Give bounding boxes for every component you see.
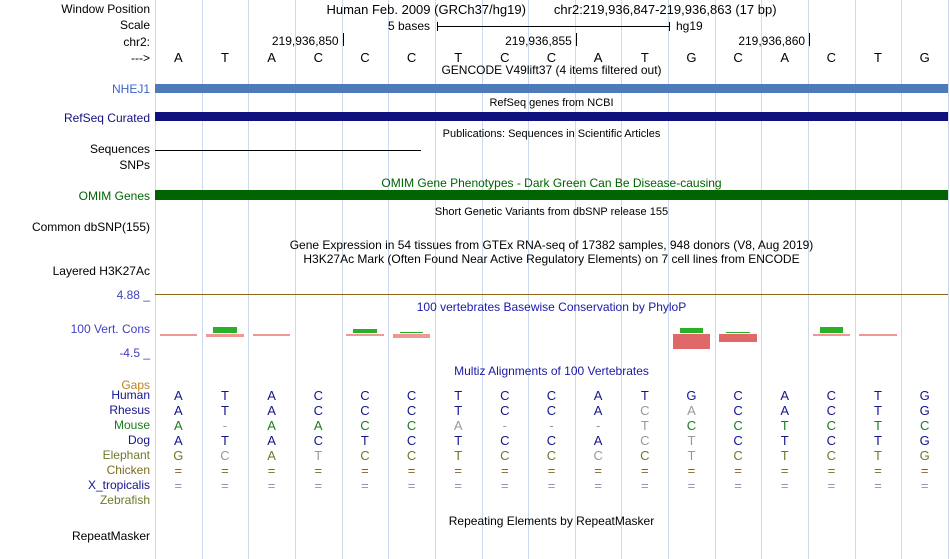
publications-track-title: Publications: Sequences in Scientific Articles bbox=[442, 128, 661, 140]
scale-bar-line bbox=[438, 26, 669, 27]
dbsnp-track-title: Short Genetic Variants from dbSNP release 155 bbox=[434, 206, 669, 218]
track-label-layered-h3k27ac[interactable]: Layered H3K27Ac bbox=[52, 264, 150, 278]
alignment-base: C bbox=[406, 403, 417, 418]
alignment-base: C bbox=[826, 403, 837, 418]
base-letter: T bbox=[874, 50, 882, 65]
alignment-base: T bbox=[874, 433, 882, 448]
alignment-base: = bbox=[267, 478, 276, 493]
alignment-base: T bbox=[314, 448, 323, 463]
repeatmasker-track-title: Repeating Elements by RepeatMasker bbox=[448, 514, 655, 528]
coordinate-tick bbox=[343, 33, 344, 46]
alignment-base: = bbox=[734, 478, 742, 493]
base-letter: G bbox=[919, 50, 930, 65]
coordinate-tick-label: 219,936,860 bbox=[738, 34, 806, 48]
alignment-base: = bbox=[734, 463, 742, 478]
alignment-base: = bbox=[687, 463, 696, 478]
conservation-bar-positive bbox=[400, 332, 423, 333]
alignment-base: = bbox=[501, 463, 509, 478]
base-letter: G bbox=[686, 50, 697, 65]
track-label-omim-genes[interactable]: OMIM Genes bbox=[78, 189, 150, 203]
alignment-base: = bbox=[361, 478, 369, 493]
species-label-chicken[interactable]: Chicken bbox=[106, 463, 150, 477]
alignment-base: A bbox=[593, 433, 603, 448]
alignment-base: A bbox=[593, 403, 603, 418]
alignment-base: C bbox=[500, 448, 510, 463]
alignment-base: C bbox=[686, 418, 697, 433]
alignment-base: T bbox=[874, 448, 882, 463]
base-letter: A bbox=[593, 50, 603, 65]
alignment-base: = bbox=[501, 478, 509, 493]
species-label-rhesus[interactable]: Rhesus bbox=[109, 403, 150, 417]
alignment-base: G bbox=[173, 448, 184, 463]
alignment-base: C bbox=[500, 388, 510, 403]
alignment-base: T bbox=[454, 433, 463, 448]
chrom-label: chr2: bbox=[123, 35, 150, 49]
alignment-base: G bbox=[919, 388, 930, 403]
alignment-base: C bbox=[733, 448, 743, 463]
alignment-base: A bbox=[267, 418, 276, 433]
alignment-base: C bbox=[546, 448, 557, 463]
alignment-base: = bbox=[454, 463, 462, 478]
alignment-base: C bbox=[360, 448, 370, 463]
scale-bar bbox=[437, 22, 670, 31]
alignment-base: T bbox=[640, 418, 649, 433]
alignment-base: T bbox=[687, 448, 696, 463]
alignment-base: C bbox=[406, 418, 417, 433]
alignment-base: T bbox=[454, 388, 463, 403]
alignment-base: = bbox=[874, 478, 882, 493]
alignment-base: C bbox=[360, 403, 370, 418]
alignment-base: = bbox=[314, 463, 323, 478]
alignment-base: = bbox=[687, 478, 696, 493]
assembly-label: hg19 bbox=[676, 19, 703, 33]
alignment-base: T bbox=[780, 418, 789, 433]
alignment-base: C bbox=[826, 433, 837, 448]
coordinate-tick bbox=[576, 33, 577, 46]
track-label-gaps[interactable]: Gaps bbox=[121, 378, 150, 392]
h3k27ac-baseline bbox=[155, 294, 948, 295]
range-title: chr2:219,936,847-219,936,863 (17 bp) bbox=[553, 2, 777, 17]
base-letter: C bbox=[406, 50, 417, 65]
base-letter: T bbox=[640, 50, 649, 65]
conservation-bar-negative bbox=[673, 334, 710, 349]
alignment-base: - bbox=[549, 418, 554, 433]
h3k27ac-track-title: H3K27Ac Mark (Often Found Near Active Regulatory Elements) on 7 cell lines from ENCODE bbox=[303, 252, 800, 266]
alignment-base: = bbox=[780, 478, 789, 493]
alignment-base: = bbox=[920, 463, 929, 478]
alignment-base: C bbox=[919, 418, 930, 433]
alignment-base: T bbox=[454, 448, 463, 463]
alignment-base: A bbox=[780, 403, 790, 418]
sequences-item-line[interactable] bbox=[155, 150, 421, 151]
conservation-bar-positive bbox=[353, 329, 376, 333]
species-label-x_tropicalis[interactable]: X_tropicalis bbox=[87, 478, 150, 492]
alignment-base: A bbox=[267, 448, 276, 463]
alignment-base: = bbox=[267, 463, 276, 478]
conservation-bar-negative bbox=[160, 334, 197, 336]
alignment-base: C bbox=[640, 433, 650, 448]
alignment-base: = bbox=[361, 463, 369, 478]
base-letter: C bbox=[733, 50, 743, 65]
species-label-zebrafish[interactable]: Zebrafish bbox=[99, 493, 150, 507]
alignment-base: T bbox=[874, 418, 882, 433]
conservation-bar-negative bbox=[859, 334, 896, 336]
alignment-base: C bbox=[406, 388, 417, 403]
gene-item-refseq-curated[interactable] bbox=[155, 112, 948, 121]
alignment-base: C bbox=[313, 403, 323, 418]
alignment-base: T bbox=[220, 433, 229, 448]
omim-gene-item[interactable] bbox=[155, 190, 948, 200]
alignment-base: C bbox=[406, 433, 417, 448]
phylop-min-label: -4.5 _ bbox=[119, 346, 150, 360]
alignment-base: = bbox=[174, 463, 183, 478]
alignment-base: C bbox=[733, 418, 743, 433]
species-label-mouse[interactable]: Mouse bbox=[113, 418, 150, 432]
alignment-base: A bbox=[267, 433, 276, 448]
alignment-base: - bbox=[502, 418, 507, 433]
alignment-base: C bbox=[733, 388, 743, 403]
alignment-base: T bbox=[454, 403, 463, 418]
alignment-base: C bbox=[220, 448, 230, 463]
alignment-base: = bbox=[827, 478, 836, 493]
alignment-base: C bbox=[406, 448, 417, 463]
alignment-base: A bbox=[453, 418, 463, 433]
base-letter: C bbox=[313, 50, 323, 65]
multiz-track-title: Multiz Alignments of 100 Vertebrates bbox=[454, 364, 649, 378]
alignment-base: C bbox=[360, 418, 370, 433]
alignment-base: C bbox=[640, 448, 650, 463]
alignment-base: C bbox=[500, 433, 510, 448]
alignment-base: C bbox=[313, 433, 323, 448]
alignment-base: = bbox=[547, 463, 556, 478]
alignment-base: C bbox=[826, 418, 837, 433]
track-label-refseq-curated[interactable]: RefSeq Curated bbox=[63, 111, 150, 125]
alignment-base: A bbox=[173, 433, 183, 448]
conservation-bar-negative bbox=[253, 334, 290, 336]
base-letter: C bbox=[500, 50, 510, 65]
window-position-title bbox=[155, 2, 948, 17]
alignment-base: = bbox=[547, 478, 556, 493]
scale-value: 5 bases bbox=[387, 19, 430, 33]
track-label-common-dbsnp[interactable]: Common dbSNP(155) bbox=[31, 220, 150, 234]
alignment-base: A bbox=[780, 388, 790, 403]
alignment-base: = bbox=[780, 463, 789, 478]
alignment-base: A bbox=[313, 418, 323, 433]
alignment-base: C bbox=[733, 403, 743, 418]
species-label-elephant[interactable]: Elephant bbox=[102, 448, 150, 462]
species-label-dog[interactable]: Dog bbox=[127, 433, 150, 447]
alignment-base: T bbox=[874, 403, 882, 418]
conservation-bar-positive bbox=[726, 332, 749, 333]
base-letter: T bbox=[454, 50, 463, 65]
alignment-base: = bbox=[221, 478, 229, 493]
base-letter: A bbox=[780, 50, 790, 65]
omim-track-title: OMIM Gene Phenotypes - Dark Green Can Be Disease-causing bbox=[381, 176, 722, 190]
gridline bbox=[948, 0, 949, 559]
alignment-base: C bbox=[546, 403, 557, 418]
alignment-base: A bbox=[267, 403, 276, 418]
phylop-track-title: 100 vertebrates Basewise Conservation by PhyloP bbox=[416, 300, 687, 314]
conservation-track[interactable] bbox=[155, 297, 948, 355]
conservation-bar-negative bbox=[393, 334, 430, 338]
scale-label: Scale bbox=[119, 18, 150, 32]
alignment-base: T bbox=[220, 388, 229, 403]
alignment-base: A bbox=[593, 388, 603, 403]
base-letter: C bbox=[546, 50, 557, 65]
gencode-track-title: GENCODE V49lift37 (4 items filtered out) bbox=[441, 63, 662, 77]
alignment-base: C bbox=[546, 433, 557, 448]
track-label-100-vert-cons[interactable]: 100 Vert. Cons bbox=[70, 322, 150, 336]
alignment-base: C bbox=[313, 388, 323, 403]
gene-item-nhej1[interactable] bbox=[155, 84, 948, 93]
gtex-track-title: Gene Expression in 54 tissues from GTEx RNA-seq of 17382 samples, 948 donors (V8, Aug 2019) bbox=[289, 238, 814, 252]
base-letter: A bbox=[173, 50, 183, 65]
track-label-nhej1[interactable]: NHEJ1 bbox=[111, 82, 150, 96]
alignment-base: = bbox=[407, 463, 416, 478]
alignment-base: T bbox=[640, 388, 649, 403]
alignment-base: - bbox=[595, 418, 601, 433]
track-label-snps[interactable]: SNPs bbox=[119, 158, 150, 172]
alignment-base: = bbox=[640, 463, 649, 478]
base-letter: T bbox=[220, 50, 229, 65]
conservation-bar-negative bbox=[346, 334, 383, 336]
alignment-base: A bbox=[173, 418, 183, 433]
coordinate-tick bbox=[809, 33, 810, 46]
alignment-base: G bbox=[919, 448, 930, 463]
alignment-base: = bbox=[174, 478, 183, 493]
alignment-base: A bbox=[687, 403, 696, 418]
track-label-sequences[interactable]: Sequences bbox=[89, 142, 150, 156]
alignment-base: G bbox=[919, 433, 930, 448]
alignment-base: G bbox=[686, 388, 697, 403]
alignment-base: C bbox=[546, 388, 557, 403]
alignment-base: G bbox=[919, 403, 930, 418]
alignment-base: A bbox=[173, 403, 183, 418]
alignment-base: C bbox=[826, 448, 837, 463]
alignment-base: C bbox=[360, 388, 370, 403]
alignment-base: = bbox=[920, 478, 929, 493]
species-label-human[interactable]: Human bbox=[111, 388, 150, 402]
alignment-base: T bbox=[360, 433, 369, 448]
conservation-bar-negative bbox=[719, 334, 756, 342]
alignment-base: T bbox=[780, 433, 789, 448]
alignment-base: - bbox=[222, 418, 228, 433]
base-letter: A bbox=[267, 50, 276, 65]
coordinate-tick-label: 219,936,855 bbox=[505, 34, 572, 48]
alignment-base: = bbox=[454, 478, 462, 493]
alignment-base: = bbox=[640, 478, 649, 493]
coordinate-tick-label: 219,936,850 bbox=[271, 34, 339, 48]
alignment-base: A bbox=[173, 388, 183, 403]
alignment-base: C bbox=[593, 448, 603, 463]
alignment-base: T bbox=[874, 388, 882, 403]
alignment-base: T bbox=[687, 433, 696, 448]
conservation-bar-negative bbox=[813, 334, 850, 336]
alignment-base: T bbox=[220, 403, 229, 418]
track-label-repeatmasker[interactable]: RepeatMasker bbox=[71, 529, 150, 543]
window-position-label: Window Position bbox=[61, 2, 150, 16]
alignment-base: = bbox=[827, 463, 836, 478]
phylop-max-label: 4.88 _ bbox=[116, 288, 150, 302]
alignment-base: C bbox=[640, 403, 650, 418]
conservation-bar-positive bbox=[680, 328, 703, 333]
alignment-base: A bbox=[267, 388, 276, 403]
alignment-base: = bbox=[594, 478, 602, 493]
base-letter: C bbox=[826, 50, 837, 65]
alignment-base: T bbox=[780, 448, 789, 463]
conservation-bar-positive bbox=[213, 327, 236, 333]
alignment-base: = bbox=[314, 478, 323, 493]
alignment-base: C bbox=[733, 433, 743, 448]
alignment-base: = bbox=[874, 463, 882, 478]
alignment-base: = bbox=[594, 463, 602, 478]
strand-direction-label: ---> bbox=[131, 51, 150, 65]
base-letter: C bbox=[360, 50, 370, 65]
assembly-title: Human Feb. 2009 (GRCh37/hg19) bbox=[326, 2, 526, 17]
alignment-base: C bbox=[500, 403, 510, 418]
alignment-base: = bbox=[407, 478, 416, 493]
alignment-base: = bbox=[221, 463, 229, 478]
alignment-base: C bbox=[826, 388, 837, 403]
conservation-bar-positive bbox=[820, 327, 843, 333]
conservation-bar-negative bbox=[206, 334, 243, 337]
refseq-track-title: RefSeq genes from NCBI bbox=[489, 97, 614, 109]
